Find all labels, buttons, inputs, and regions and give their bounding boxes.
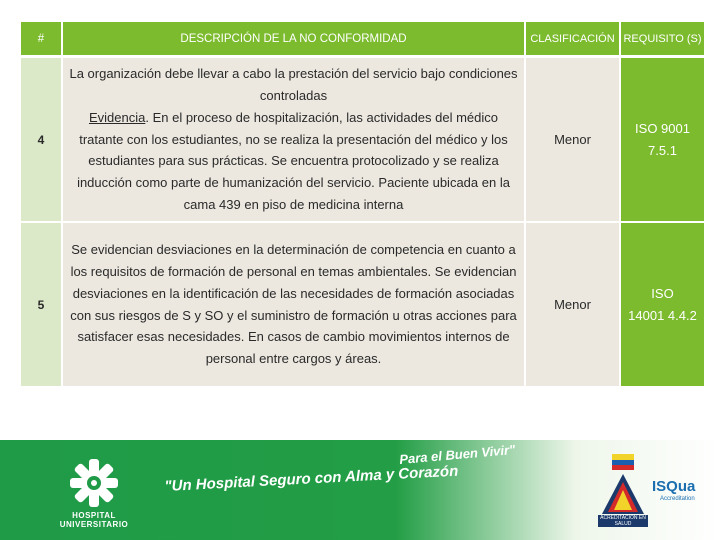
- requirement-standard: ISO 9001: [635, 120, 690, 136]
- slogan-main: "Un Hospital Seguro con Alma y Corazón: [164, 462, 459, 495]
- row-number: 4: [21, 58, 61, 221]
- row-requirement: [621, 223, 704, 386]
- evidence-label: Evidencia: [88, 109, 146, 125]
- requirement-clause: 7.5.1: [648, 142, 677, 158]
- description-intro: La organización debe llevar a cabo la prestación del servicio bajo condiciones controladas: [69, 66, 518, 103]
- row-description: [63, 58, 524, 221]
- header-description: DESCRIPCIÓN DE LA NO CONFORMIDAD: [63, 22, 524, 55]
- header-requirement: REQUISITO (S): [621, 22, 704, 55]
- requirement-standard: ISO: [651, 285, 674, 301]
- row-description: Se evidencian desviaciones en la determinación de competencia en cuanto a los requisitos de formación de personal en temas ambientales. Se evidencian desviaciones en la identificación de las necesidades de formación asociadas con sus riesgos de S y SO y el suministro de formación u otras acciones para satisfacer esas necesidades. En casos de cambio movimientos internos de personal entre cargos y áreas.: [63, 223, 524, 386]
- isqua-subtitle: Accreditation: [660, 496, 695, 502]
- row-requirement: [621, 58, 704, 221]
- header-num: #: [21, 22, 61, 55]
- isqua-logo: ISQua: [652, 478, 696, 495]
- accreditation-label: ACREDITACIÓN EN SALUD: [598, 515, 648, 527]
- hospital-logo-icon: [62, 455, 126, 511]
- row-classification: Menor: [526, 58, 619, 221]
- row-classification: Menor: [526, 223, 619, 386]
- hospital-logo-text: HOSPITAL UNIVERSITARIO: [59, 511, 129, 529]
- slogan-top: Para el Buen Vivir": [398, 441, 516, 467]
- description-body: . En el proceso de hospitalización, las actividades del médico tratante con los estudiantes, no se realiza la presentación del médico y los estudiantes para sus prácticas. Se encuentra protocolizado y se realiza inducción como parte de humanización del servicio. Paciente ubicada en la cama 439 en piso de medicina interna: [77, 109, 510, 212]
- row-number: 5: [21, 223, 61, 386]
- header-classification: CLASIFICACIÓN: [526, 22, 619, 55]
- requirement-clause: 14001 4.4.2: [628, 307, 697, 323]
